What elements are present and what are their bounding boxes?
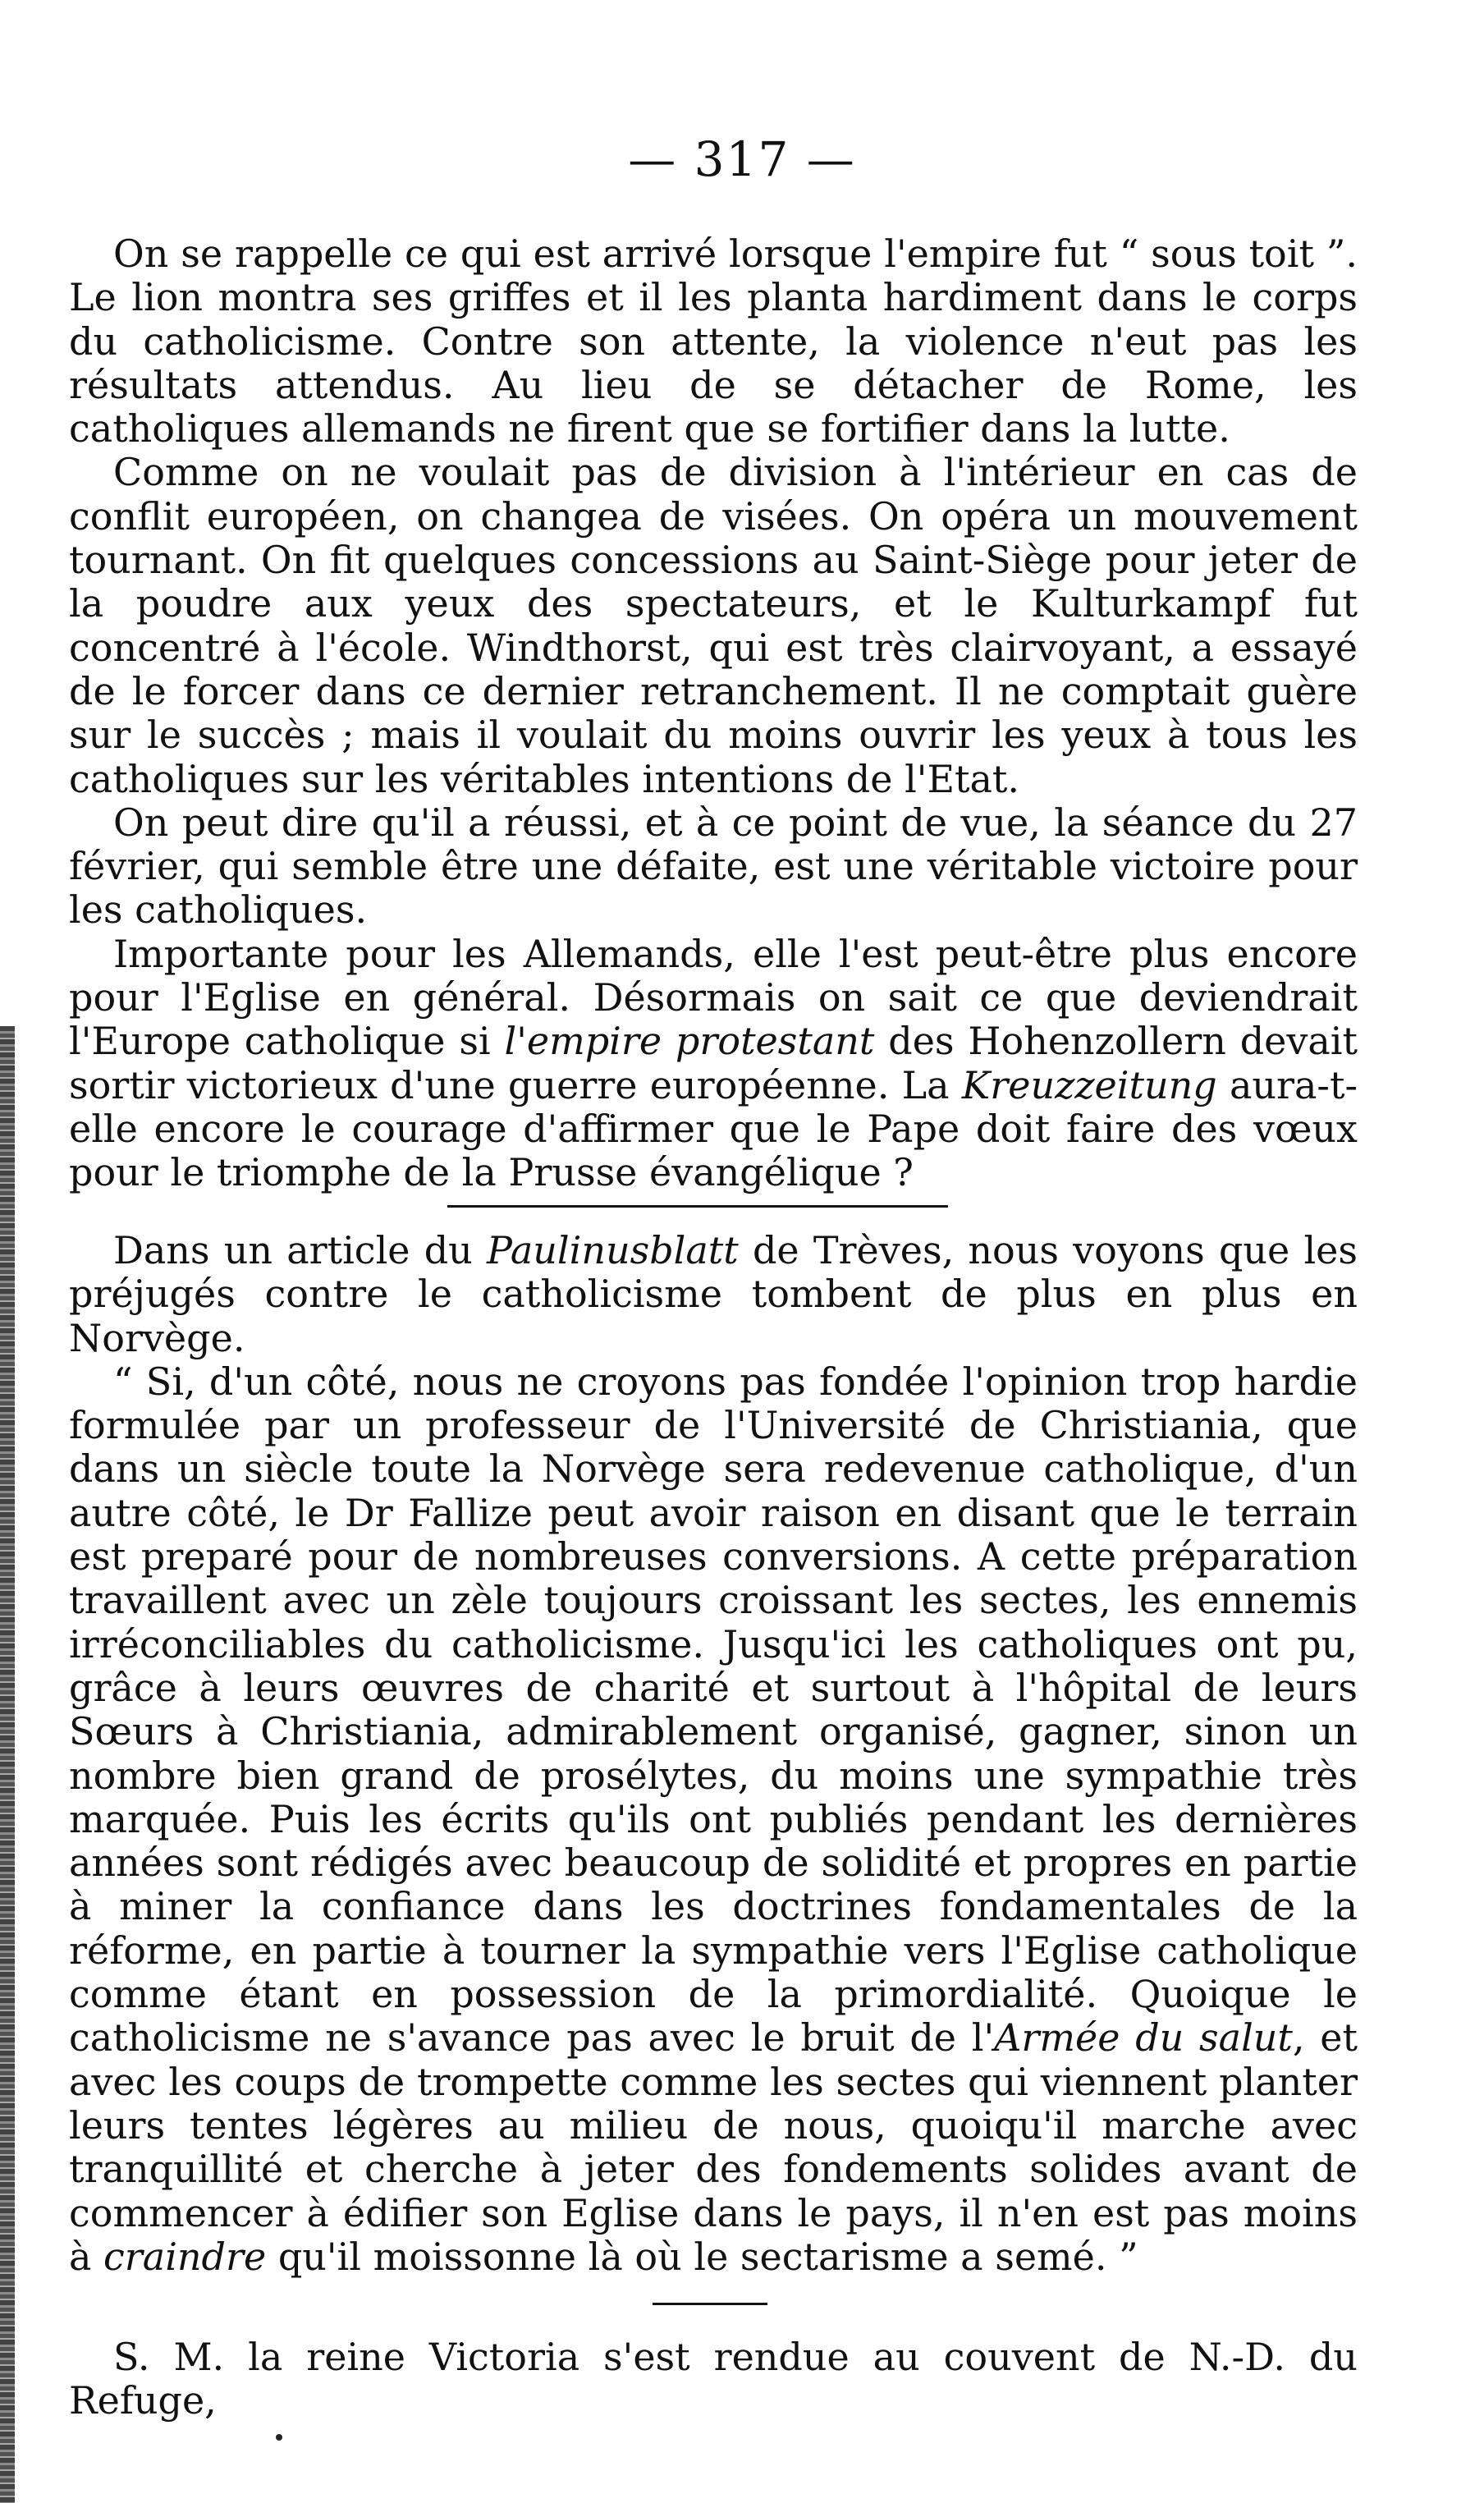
ink-speck	[276, 2434, 282, 2441]
norway-section	[69, 1229, 1358, 2279]
text-run: Importante pour les Allemands, elle l'est peut-être plus encore pour l'Eglise en général. Désormais on sait ce que deviendrait l'Europe catholique si	[69, 931, 1358, 1064]
italic-paulinusblatt: Paulinusblatt	[487, 1228, 739, 1272]
italic-empire-protestant: l'empire protestant	[504, 1019, 875, 1064]
paragraph-empire-lion: On se rappelle ce qui est arrivé lorsque l'empire fut “ sous toit ”. Le lion montra ses griffes et il les planta hardiment dans le corps du catholicisme. Contre son attente, la violence n'eut pas les résultats attendus. Au lieu de se détacher de Rome, les catholiques allemands ne firent que se fortifier dans la lutte.	[69, 232, 1358, 452]
paragraph-paulinusblatt	[69, 1229, 1358, 1360]
text-run: , et avec les coups de trompette comme les sectes qui viennent planter leurs tentes légères au milieu de nous, quoiqu'il marche avec tranquillité et cherche à jeter des fondements solides avant de commencer à édifier son Eglise dans le pays, il n'en est pas moins à	[69, 2015, 1358, 2279]
text-run: des Hohenzollern devait sortir victorieux d'une guerre européenne. La	[69, 1019, 1358, 1107]
paragraph-norway-quote	[69, 1360, 1358, 2279]
page-number: — 317 —	[628, 131, 856, 187]
text-run: Dans un article du	[113, 1228, 487, 1272]
paragraph-reine-victoria: S. M. la reine Victoria s'est rendue au couvent de N.-D. du Refuge,	[69, 2335, 1358, 2423]
text-run: “ Si, d'un côté, nous ne croyons pas fondée l'opinion trop hardie formulée par un professeur de l'Université de Christiania, que dans un siècle toute la Norvège sera redevenue catholique, d'un autre côté, le Dr Fallize peut avoir raison en disant que le terrain est preparé pour de nombreuses conversions. A cette préparation travaillent avec un zèle toujours croissant les sectes, les ennemis irréconciliables du catholicisme. Jusqu'ici les catholiques ont pu, grâce à leurs œuvres de charité et surtout à l'hôpital de leurs Sœurs à Christiania, admirablement organisé, gagner, sinon un nombre bien grand de prosélytes, du moins une sympathie très marquée. Puis les écrits qu'ils ont publiés pendant les dernières années sont rédigés avec beaucoup de solidité et propres en partie à miner la confiance dans les doctrines fondamentales de la réforme, en partie à tourner la sympathie vers l'Eglise catholique comme étant en possession de la primordialité. Quoique le catholicisme ne s'avance pas avec le bruit de l'	[69, 1359, 1358, 2061]
paragraph-27-february: On peut dire qu'il a réussi, et à ce point de vue, la séance du 27 février, qui semble être une défaite, est une véritable victoire pour les catholiques.	[69, 800, 1358, 933]
page-edge-binding	[0, 1026, 15, 2503]
paragraph-important-for-church	[69, 933, 1358, 1195]
italic-kreuzzeitung: Kreuzzeitung	[961, 1062, 1217, 1107]
text-run: de Trèves, nous voyons que les préjugés contre le catholicisme tombent de plus en plus en Norvège.	[69, 1228, 1358, 1360]
text-run: aura-t-elle encore le courage d'affirmer que le Pape doit faire des vœux pour le triomphe de la Prusse évangélique ?	[69, 1062, 1358, 1195]
italic-craindre: craindre	[103, 2234, 267, 2279]
section-divider	[447, 1205, 948, 1208]
victoria-section	[69, 2336, 1358, 2423]
short-divider	[653, 2303, 767, 2305]
kulturkampf-section	[69, 232, 1358, 1195]
text-run: qu'il moissonne là où le sectarisme a semé. ”	[266, 2234, 1138, 2279]
paragraph-kulturkampf-school: Comme on ne voulait pas de division à l'intérieur en cas de conflit européen, on changea de visées. On opéra un mouvement tournant. On fit quelques concessions au Saint-Siège pour jeter de la poudre aux yeux des spectateurs, et le Kulturkampf fut concentré à l'école. Windthorst, qui est très clairvoyant, a essayé de le forcer dans ce dernier retranchement. Il ne comptait guère sur le succès ; mais il voulait du moins ouvrir les yeux à tous les catholiques sur les véritables intentions de l'Etat.	[69, 450, 1358, 801]
italic-armee-du-salut: Armée du salut	[994, 2015, 1293, 2061]
